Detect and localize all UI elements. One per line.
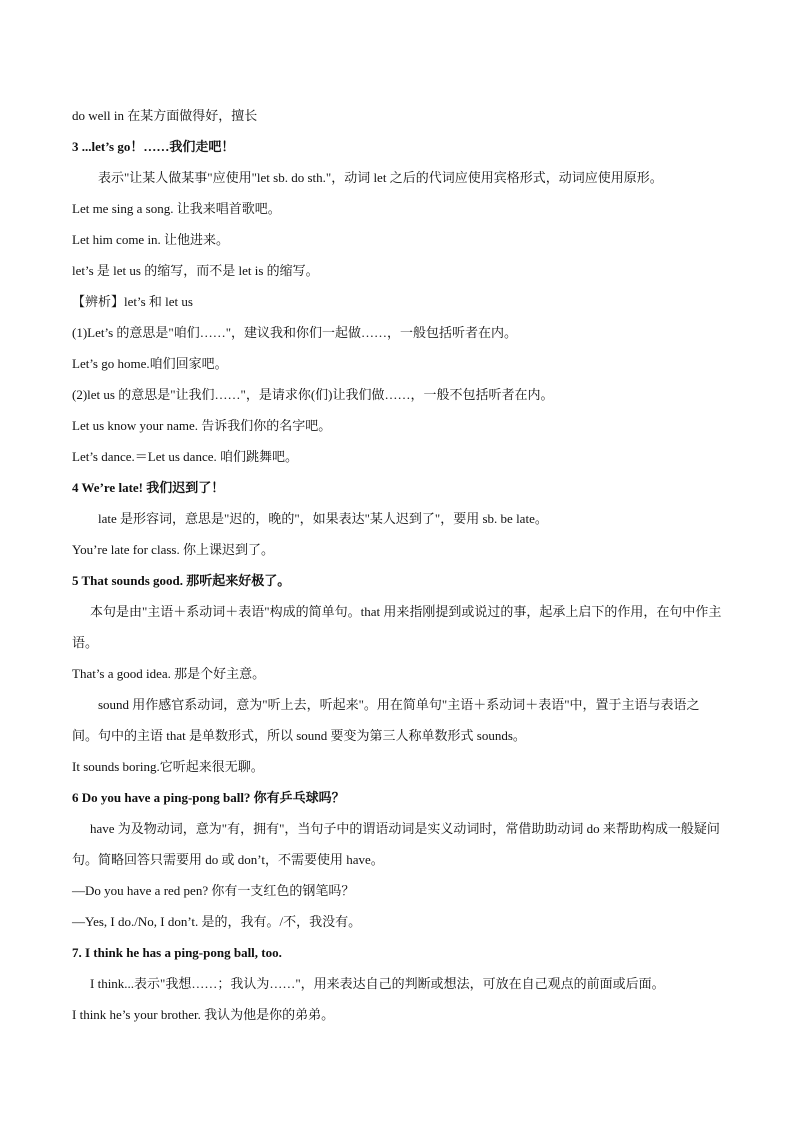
section-heading-5: 5 That sounds good. 那听起来好极了。 — [72, 573, 291, 588]
example-sentence: It sounds boring.它听起来很无聊。 — [72, 759, 264, 774]
text-line: late 是形容词，意思是"迟的，晚的"，如果表达"某人迟到了"，要用 sb. be late。 — [98, 511, 548, 526]
text-line: (1)Let’s 的意思是"咱们……"，建议我和你们一起做……，一般包括听者在内。 — [72, 325, 518, 340]
text-line: (2)let us 的意思是"让我们……"，是请求你(们)让我们做……，一般不包括听者在内。 — [72, 387, 554, 402]
text-paragraph: 本句是由"主语＋系动词＋表语"构成的简单句。that 用来指刚提到或说过的事，起承上启下的作用，在句中作主语。 — [72, 604, 722, 650]
example-sentence: Let’s go home.咱们回家吧。 — [72, 356, 228, 371]
section-heading-7: 7. I think he has a ping-pong ball, too. — [72, 945, 282, 960]
example-sentence: Let’s dance.＝Let us dance. 咱们跳舞吧。 — [72, 449, 298, 464]
example-sentence: You’re late for class. 你上课迟到了。 — [72, 542, 274, 557]
example-sentence: Let me sing a song. 让我来唱首歌吧。 — [72, 201, 281, 216]
text-line: do well in 在某方面做得好，擅长 — [72, 108, 258, 123]
section-heading-4: 4 We’re late! 我们迟到了！ — [72, 480, 225, 495]
dialogue-answer: —Yes, I do./No, I don’t. 是的，我有。/不，我没有。 — [72, 914, 362, 929]
section-heading-6: 6 Do you have a ping-pong ball? 你有乒乓球吗？ — [72, 790, 345, 805]
dialogue-question: —Do you have a red pen? 你有一支红色的钢笔吗？ — [72, 883, 355, 898]
text-paragraph: sound 用作感官系动词，意为"听上去，听起来"。用在简单句"主语＋系动词＋表语"中，置于主语与表语之间。句中的主语 that 是单数形式，所以 sound 要变为第三人称单数形式 sounds。 — [72, 697, 700, 743]
document-page — [72, 100, 724, 1030]
text-line: I think...表示"我想……；我认为……"，用来表达自己的判断或想法，可放在自己观点的前面或后面。 — [90, 976, 665, 991]
example-sentence: That’s a good idea. 那是个好主意。 — [72, 666, 266, 681]
example-sentence: I think he’s your brother. 我认为他是你的弟弟。 — [72, 1007, 335, 1022]
text-line: 表示"让某人做某事"应使用"let sb. do sth."，动词 let 之后的代词应使用宾格形式，动词应使用原形。 — [98, 170, 663, 185]
analysis-label: 【辨析】let’s 和 let us — [72, 294, 193, 309]
section-heading-3: 3 ...let’s go！……我们走吧！ — [72, 139, 235, 154]
example-sentence: Let us know your name. 告诉我们你的名字吧。 — [72, 418, 332, 433]
example-sentence: Let him come in. 让他进来。 — [72, 232, 230, 247]
text-paragraph: have 为及物动词，意为"有，拥有"，当句子中的谓语动词是实义动词时，常借助助动词 do 来帮助构成一般疑问句。简略回答只需要用 do 或 don’t，不需要使用 have。 — [72, 821, 720, 867]
text-line: let’s 是 let us 的缩写，而不是 let is 的缩写。 — [72, 263, 319, 278]
